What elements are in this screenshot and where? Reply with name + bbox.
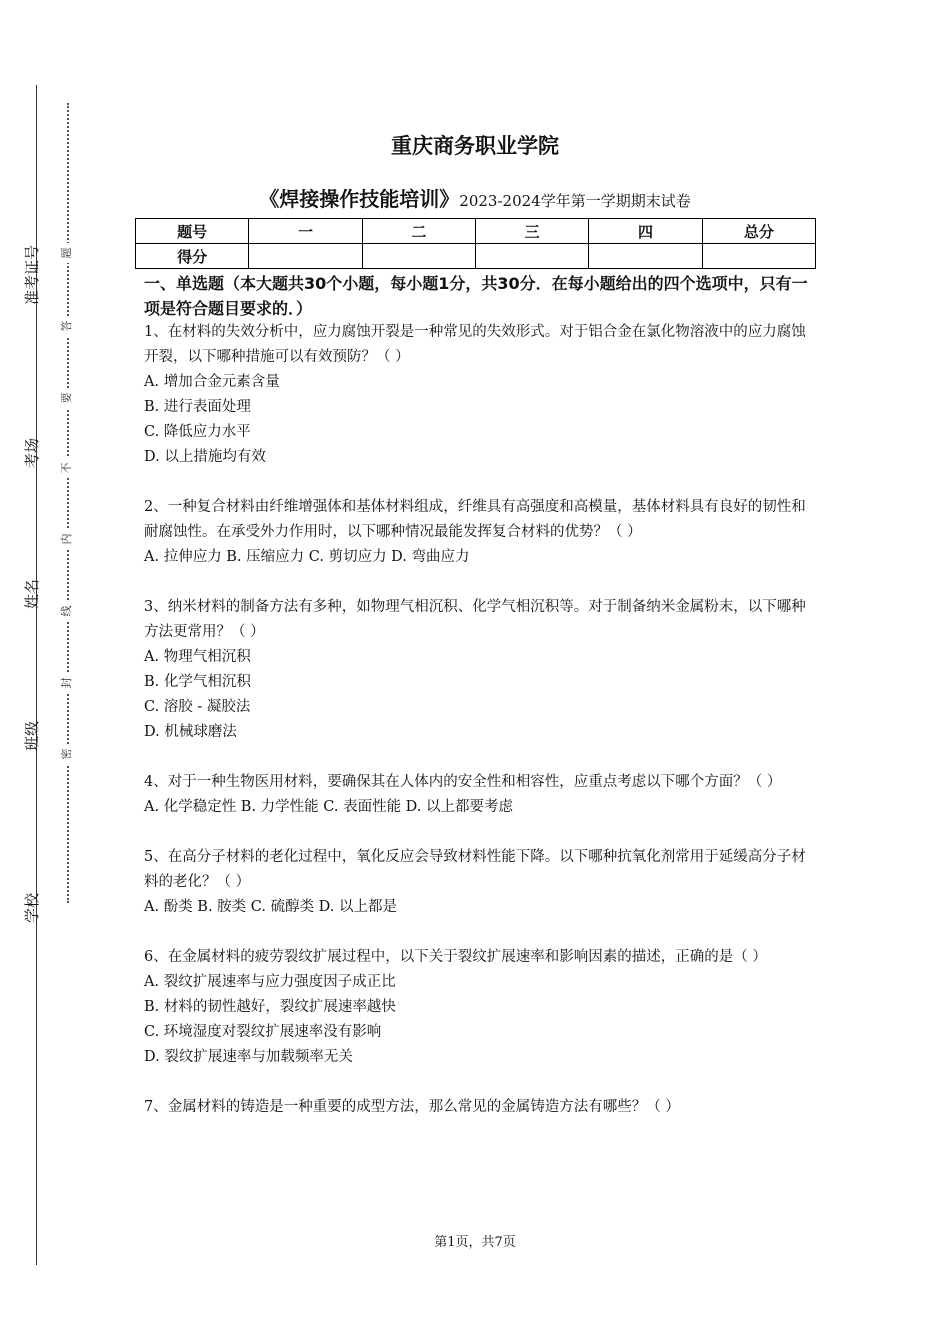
margin-label-name: 姓名: [23, 579, 41, 610]
question-option: A. 拉伸应力 B. 压缩应力 C. 剪切应力 D. 弯曲应力: [144, 549, 470, 565]
question: [144, 1095, 819, 1120]
question-stem: 3、纳米材料的制备方法有多种，如物理气相沉积、化学气相沉积等。对于制备纳米金属粉末，以下哪种方法更常用？（ ）: [144, 599, 806, 640]
question: [144, 845, 819, 920]
question: [144, 945, 819, 1070]
seal-char: 内: [59, 529, 75, 549]
question: [144, 495, 819, 570]
page-number: 第1页，共7页: [434, 1235, 516, 1250]
question-stem: 5、在高分子材料的老化过程中，氧化反应会导致材料性能下降。以下哪种抗氧化剂常用于延缓高分子材料的老化？（ ）: [144, 849, 806, 890]
score-header-cell: 题号: [136, 219, 249, 244]
seal-char: 答: [59, 316, 75, 336]
question-list: [144, 320, 819, 1145]
question-option: D. 机械球磨法: [144, 724, 237, 740]
score-header-cell: 一: [249, 219, 362, 244]
question-option: A. 增加合金元素含量: [144, 374, 280, 390]
question: [144, 770, 819, 820]
score-cell: [702, 244, 815, 269]
seal-char: 题: [59, 243, 75, 263]
question-option: D. 以上措施均有效: [144, 449, 266, 465]
question-option: C. 降低应力水平: [144, 424, 251, 440]
seal-dotted-line: [67, 103, 69, 903]
score-table: [135, 218, 816, 269]
score-cell: [589, 244, 702, 269]
seal-char: 不: [59, 458, 75, 478]
course-title: 《焊接操作技能培训》: [259, 187, 460, 211]
score-row-label: 得分: [136, 244, 249, 269]
score-cell: [249, 244, 362, 269]
question-stem: 2、一种复合材料由纤维增强体和基体材料组成，纤维具有高强度和高模量，基体材料具有良好的韧性和耐腐蚀性。在承受外力作用时，以下哪种情况最能发挥复合材料的优势？（ ）: [144, 499, 806, 540]
margin-label-exam-id: 准考证号: [23, 244, 41, 305]
score-header-cell: 三: [475, 219, 588, 244]
seal-char: 要: [59, 388, 75, 408]
margin-label-school: 学校: [23, 893, 41, 924]
question-option: C. 环境湿度对裂纹扩展速率没有影响: [144, 1024, 382, 1040]
score-header-cell: 二: [362, 219, 475, 244]
question-option: B. 材料的韧性越好，裂纹扩展速率越快: [144, 999, 396, 1015]
question-option: A. 化学稳定性 B. 力学性能 C. 表面性能 D. 以上都要考虑: [144, 799, 514, 815]
question-stem: 4、对于一种生物医用材料，要确保其在人体内的安全性和相容性，应重点考虑以下哪个方面？（ ）: [144, 774, 782, 790]
question-option: C. 溶胶 - 凝胶法: [144, 699, 251, 715]
score-header-cell: 四: [589, 219, 702, 244]
margin-label-exam-room: 考场: [23, 438, 41, 469]
question: [144, 595, 819, 745]
question-option: D. 裂纹扩展速率与加载频率无关: [144, 1049, 353, 1065]
school-name: 重庆商务职业学院: [391, 134, 559, 158]
exam-title: [0, 183, 950, 212]
question: [144, 320, 819, 470]
margin-label-class: 班级: [23, 721, 41, 752]
seal-char: 密: [59, 744, 75, 764]
score-table-score-row: [136, 244, 816, 269]
score-cell: [475, 244, 588, 269]
seal-char: 封: [59, 673, 75, 693]
exam-subtitle: 2023-2024学年第一学期期末试卷: [459, 192, 691, 210]
seal-char: 线: [59, 601, 75, 621]
question-option: B. 化学气相沉积: [144, 674, 251, 690]
section-heading: 一、单选题（本大题共30个小题，每小题1分，共30分．在每小题给出的四个选项中，只有一项是符合题目要求的．）: [144, 274, 808, 318]
score-cell: [362, 244, 475, 269]
question-option: A. 物理气相沉积: [144, 649, 251, 665]
score-header-cell: 总分: [702, 219, 815, 244]
question-stem: 1、在材料的失效分析中，应力腐蚀开裂是一种常见的失效形式。对于铝合金在氯化物溶液中的应力腐蚀开裂，以下哪种措施可以有效预防？（ ）: [144, 324, 806, 365]
question-option: A. 酚类 B. 胺类 C. 硫醇类 D. 以上都是: [144, 899, 398, 915]
question-option: A. 裂纹扩展速率与应力强度因子成正比: [144, 974, 396, 990]
question-stem: 7、金属材料的铸造是一种重要的成型方法，那么常见的金属铸造方法有哪些？（ ）: [144, 1099, 680, 1115]
score-table-header-row: [136, 219, 816, 244]
question-stem: 6、在金属材料的疲劳裂纹扩展过程中，以下关于裂纹扩展速率和影响因素的描述，正确的是（ ）: [144, 949, 767, 965]
question-option: B. 进行表面处理: [144, 399, 251, 415]
